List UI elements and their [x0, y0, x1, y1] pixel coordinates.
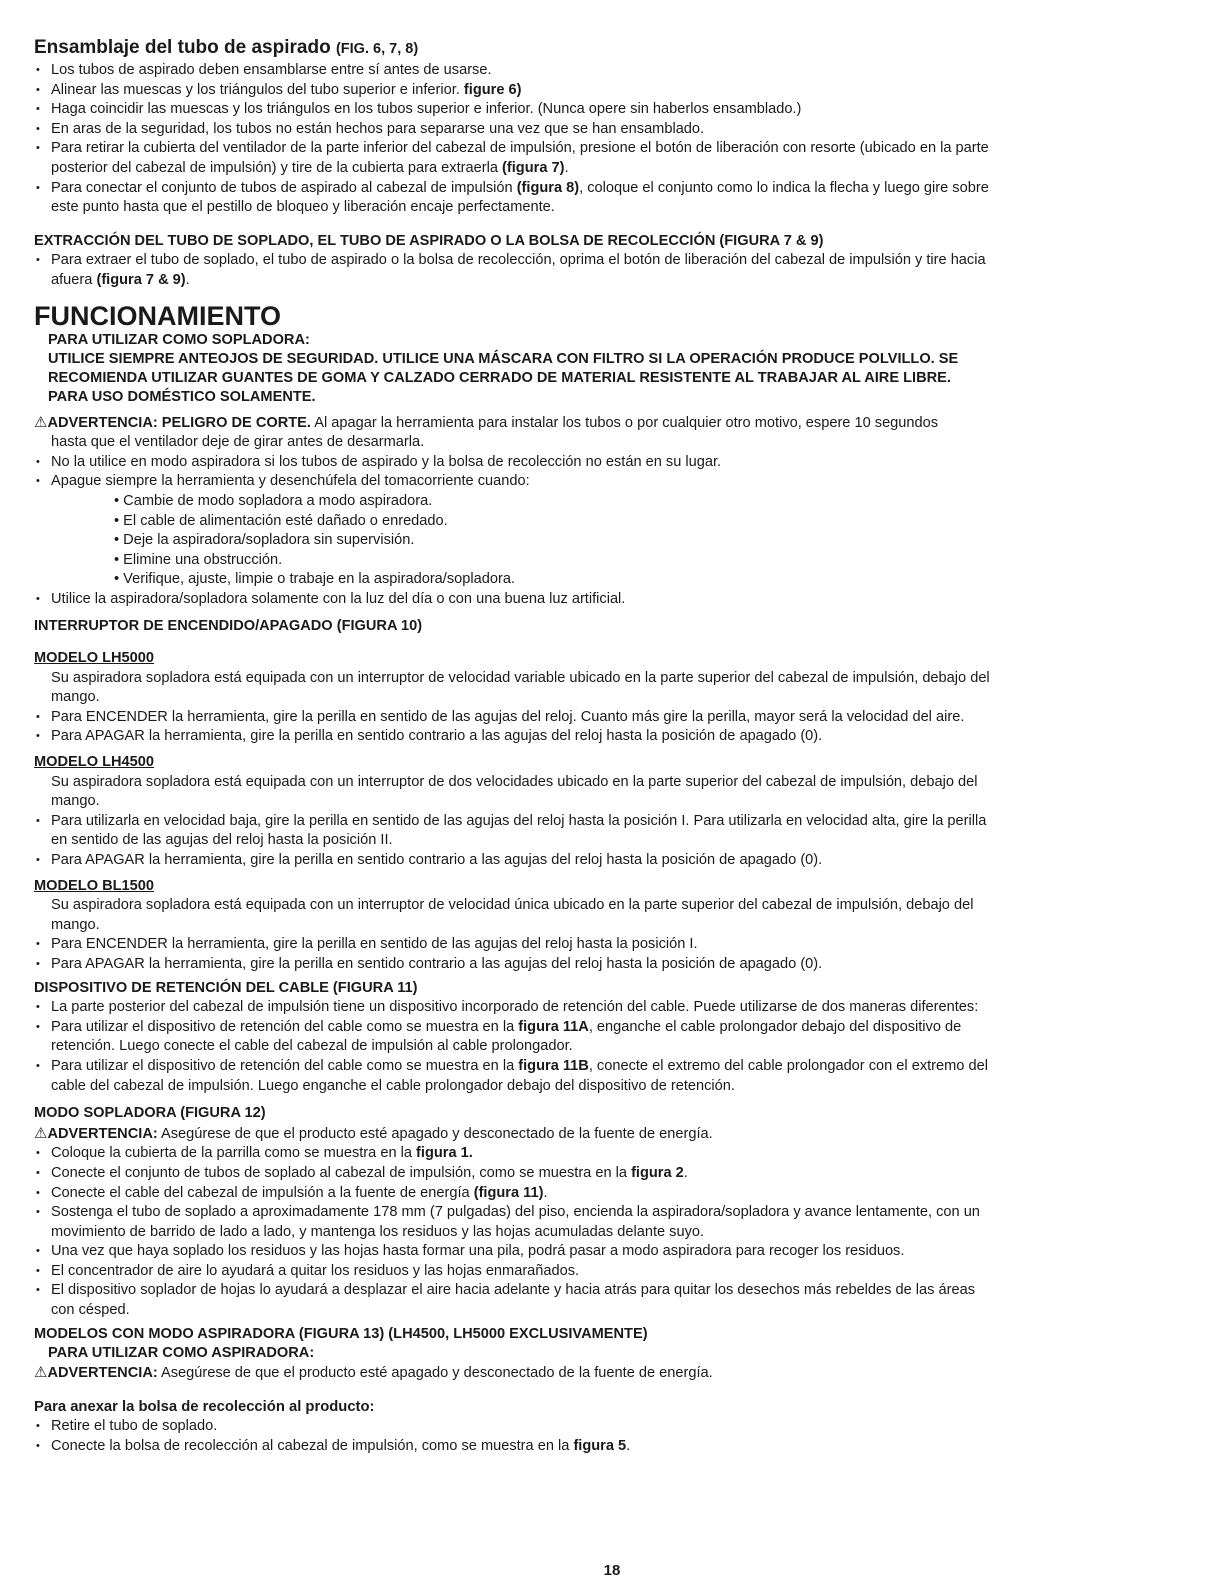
assembly-bullet-5-end: .	[564, 159, 569, 176]
operation-bullet-1: • No la utilice en modo aspiradora si los tubos de aspirado y la bolsa de recolección no están en su lugar.	[34, 453, 1184, 473]
vacuum-use-subheading: PARA UTILIZAR COMO ASPIRADORA:	[48, 1345, 315, 1362]
blower-bullet-4: • Sostenga el tubo de soplado a aproximadamente 178 mm (7 pulgadas) del piso, encienda la aspiradora/sopladora y avance lentamente, con un	[34, 1203, 1184, 1223]
cable-bullet-3	[34, 1057, 1184, 1077]
blower-bullet-7-cont: con césped.	[51, 1302, 130, 1319]
cable-bullet-3-ref: figura 11B	[518, 1057, 589, 1074]
cable-bullet-1: • La parte posterior del cabezal de impulsión tiene un dispositivo incorporado de retención del cable. Puede utilizarse de dos maneras diferentes:	[34, 998, 1184, 1018]
lh4500-bullet-2: • Para APAGAR la herramienta, gire la perilla en sentido contrario a las agujas del reloj hasta la posición de apagado (0).	[34, 851, 1184, 871]
assembly-bullet-5-cont	[34, 159, 1184, 179]
operation-bullet-2: • Apague siempre la herramienta y desenchúfela del tomacorriente cuando:	[34, 472, 1184, 492]
vacuum-bullet-2-end: .	[626, 1438, 631, 1455]
assembly-bullet-6-end: , coloque el conjunto como lo indica la flecha y luego gire sobre	[579, 179, 989, 196]
blower-bullet-2-ref: figura 2	[631, 1164, 684, 1181]
operation-sub-2: • El cable de alimentación esté dañado o enredado.	[114, 512, 448, 529]
blower-bullet-6: • El concentrador de aire lo ayudará a quitar los residuos y las hojas enmarañados.	[34, 1262, 1184, 1282]
vacuum-bullet-1: • Retire el tubo de soplado.	[34, 1417, 1184, 1437]
cable-bullet-2-cont: retención. Luego conecte el cable del cabezal de impulsión al cable prolongador.	[51, 1038, 573, 1055]
cut-warning-cont: hasta que el ventilador deje de girar antes de desarmarla.	[51, 434, 425, 451]
cut-warning-label: ADVERTENCIA: PELIGRO DE CORTE.	[47, 414, 311, 431]
cable-bullet-3-end: , conecte el extremo del cable prolongador con el extremo del	[588, 1057, 988, 1074]
extraction-bullet-cont	[34, 271, 1184, 291]
assembly-bullet-3: • Haga coincidir las muescas y los triángulos en los tubos superior e inferior. (Nunca opere sin haberlos ensamblado.)	[34, 100, 1184, 120]
cable-bullet-3-text: Para utilizar el dispositivo de retención del cable como se muestra en la	[51, 1057, 515, 1074]
blower-mode-heading: MODO SOPLADORA (FIGURA 12)	[34, 1105, 266, 1122]
attach-bag-heading: Para anexar la bolsa de recolección al producto:	[34, 1398, 375, 1415]
vacuum-bullet-2-ref: figura 5	[573, 1438, 627, 1455]
vacuum-bullet-2	[34, 1437, 1184, 1457]
lh5000-bullet-2: • Para APAGAR la herramienta, gire la perilla en sentido contrario a las agujas del reloj hasta la posición de apagado (0).	[34, 727, 1184, 747]
vacuum-mode-heading: MODELOS CON MODO ASPIRADORA (FIGURA 13) (LH4500, LH5000 EXCLUSIVAMENTE)	[34, 1325, 648, 1342]
cable-heading: DISPOSITIVO DE RETENCIÓN DEL CABLE (FIGURA 11)	[34, 979, 418, 996]
bl1500-bullet-2: • Para APAGAR la herramienta, gire la perilla en sentido contrario a las agujas del reloj hasta la posición de apagado (0).	[34, 955, 1184, 975]
cable-bullet-2	[34, 1018, 1184, 1038]
cable-bullet-2-end: , enganche el cable prolongador debajo del dispositivo de	[588, 1018, 962, 1035]
blower-bullet-1-text: Coloque la cubierta de la parrilla como se muestra en la	[51, 1145, 412, 1162]
assembly-heading	[34, 36, 1184, 61]
assembly-bullet-2	[34, 81, 1184, 101]
operation-sub-1: • Cambie de modo sopladora a modo aspiradora.	[114, 492, 433, 509]
cable-bullet-2-text: Para utilizar el dispositivo de retención del cable como se muestra en la	[51, 1018, 515, 1035]
operation-sub-5: • Verifique, ajuste, limpie o trabaje en la aspiradora/sopladora.	[114, 571, 515, 588]
assembly-bullet-5-text: posterior del cabezal de impulsión) y tire de la cubierta para extraerla	[51, 159, 498, 176]
assembly-bullet-5-ref: (figura 7)	[502, 159, 565, 176]
cable-bullet-3-cont: cable del cabezal de impulsión. Luego enganche el cable prolongador debajo del dispositivo de retención.	[51, 1077, 735, 1094]
lh4500-bullet-1-cont: en sentido de las agujas del reloj hasta la posición II.	[51, 832, 393, 849]
lh5000-desc: Su aspiradora sopladora está equipada con un interruptor de velocidad variable ubicado en la parte superior del cabezal de impulsión, debajo del	[51, 669, 990, 686]
assembly-bullet-2-text: Alinear las muescas y los triángulos del tubo superior e inferior.	[51, 81, 460, 98]
extraction-heading: EXTRACCIÓN DEL TUBO DE SOPLADO, EL TUBO DE ASPIRADO O LA BOLSA DE RECOLECCIÓN (FIGURA 7 & 9)	[34, 232, 824, 249]
blower-bullet-2	[34, 1164, 1184, 1184]
lh5000-desc-cont: mango.	[51, 689, 100, 706]
blower-bullet-5: • Una vez que haya soplado los residuos y las hojas hasta formar una pila, podrá pasar a modo aspiradora para recoger los residuos.	[34, 1242, 1184, 1262]
page-content	[34, 36, 1184, 1457]
model-lh4500-heading: MODELO LH4500	[34, 754, 155, 771]
extraction-text: afuera	[51, 271, 93, 288]
bl1500-bullet-1: • Para ENCENDER la herramienta, gire la perilla en sentido de las agujas del reloj hasta la posición I.	[34, 935, 1184, 955]
warning-triangle-icon: ⚠	[34, 1124, 48, 1142]
cut-warning	[34, 413, 1184, 434]
assembly-bullet-1: • Los tubos de aspirado deben ensamblarse entre sí antes de usarse.	[34, 61, 1184, 81]
blower-warning	[34, 1124, 1184, 1145]
blower-bullet-4-cont: movimiento de barrido de lado a lado, y mantenga los residuos y las hojas acumuladas delante suyo.	[51, 1223, 705, 1240]
blower-bullet-3-end: .	[543, 1184, 548, 1201]
model-lh5000-heading: MODELO LH5000	[34, 650, 155, 667]
switch-heading: INTERRUPTOR DE ENCENDIDO/APAGADO (FIGURA 10)	[34, 618, 423, 635]
extraction-ref: (figura 7 & 9)	[96, 271, 186, 288]
safety-line-2: RECOMIENDA UTILIZAR GUANTES DE GOMA Y CALZADO CERRADO DE MATERIAL RESISTENTE AL TRABAJAR AL AIRE LIBRE.	[48, 369, 951, 386]
safety-line-3: PARA USO DOMÉSTICO SOLAMENTE.	[48, 388, 316, 405]
vacuum-warning-text: Asegúrese de que el producto esté apagado y desconectado de la fuente de energía.	[157, 1365, 713, 1382]
extraction-bullet: • Para extraer el tubo de soplado, el tubo de aspirado o la bolsa de recolección, oprima el botón de liberación del cabezal de impulsión y tire hacia	[34, 251, 1184, 271]
assembly-title: Ensamblaje del tubo de aspirado	[34, 37, 331, 58]
assembly-bullet-4: • En aras de la seguridad, los tubos no están hechos para separarse una vez que se han ensamblado.	[34, 120, 1184, 140]
vacuum-warning-label: ADVERTENCIA:	[47, 1365, 158, 1382]
assembly-bullet-5: • Para retirar la cubierta del ventilador de la parte inferior del cabezal de impulsión, presione el botón de liberación con resorte (ubicado en la parte	[34, 139, 1184, 159]
operation-sub-4: • Elimine una obstrucción.	[114, 551, 283, 568]
blower-warning-text: Asegúrese de que el producto esté apagado y desconectado de la fuente de energía.	[157, 1125, 713, 1142]
warning-triangle-icon: ⚠	[34, 413, 48, 431]
model-bl1500-heading: MODELO BL1500	[34, 877, 155, 894]
assembly-fig-ref: (FIG. 6, 7, 8)	[335, 41, 419, 57]
bl1500-desc-cont: mango.	[51, 916, 100, 933]
blower-bullet-1-ref: figura 1.	[416, 1145, 473, 1162]
assembly-bullet-6-text: Para conectar el conjunto de tubos de aspirado al cabezal de impulsión	[51, 179, 513, 196]
lh5000-bullet-1: • Para ENCENDER la herramienta, gire la perilla en sentido de las agujas del reloj. Cuanto más gire la perilla, mayor será la velocidad del aire.	[34, 708, 1184, 728]
blower-bullet-3	[34, 1184, 1184, 1204]
operation-sub-3: • Deje la aspiradora/sopladora sin supervisión.	[114, 532, 415, 549]
cable-bullet-2-ref: figura 11A	[518, 1018, 589, 1035]
operation-bullet-3: • Utilice la aspiradora/sopladora solamente con la luz del día o con una buena luz artificial.	[34, 590, 1184, 610]
warning-triangle-icon: ⚠	[34, 1364, 48, 1382]
lh4500-desc: Su aspiradora sopladora está equipada con un interruptor de dos velocidades ubicado en la parte superior del cabezal de impulsión, debajo del	[51, 773, 978, 790]
lh4500-desc-cont: mango.	[51, 793, 100, 810]
assembly-bullet-6-cont: este punto hasta que el pestillo de bloqueo y liberación encaje perfectamente.	[51, 199, 555, 216]
blower-warning-label: ADVERTENCIA:	[47, 1125, 158, 1142]
cut-warning-text: Al apagar la herramienta para instalar los tubos o por cualquier otro motivo, espere 10 segundos	[310, 414, 939, 431]
blower-bullet-3-text: Conecte el cable del cabezal de impulsión a la fuente de energía	[51, 1184, 470, 1201]
extraction-end: .	[185, 271, 190, 288]
assembly-bullet-6	[34, 179, 1184, 199]
blower-use-subheading: PARA UTILIZAR COMO SOPLADORA:	[48, 331, 310, 348]
blower-bullet-7: • El dispositivo soplador de hojas lo ayudará a desplazar el aire hacia adelante y hacia atrás para quitar los desechos más rebeldes de las áreas	[34, 1281, 1184, 1301]
bl1500-desc: Su aspiradora sopladora está equipada con un interruptor de velocidad única ubicado en la parte superior del cabezal de impulsión, debajo del	[51, 897, 974, 914]
blower-bullet-3-ref: (figura 11)	[473, 1184, 544, 1201]
assembly-bullet-6-ref: (figura 8)	[516, 179, 580, 196]
blower-bullet-1	[34, 1144, 1184, 1164]
safety-line-1: UTILICE SIEMPRE ANTEOJOS DE SEGURIDAD. UTILICE UNA MÁSCARA CON FILTRO SI LA OPERACIÓN PRODUCE POLVILLO. SE	[48, 350, 959, 367]
vacuum-bullet-2-text: Conecte la bolsa de recolección al cabezal de impulsión, como se muestra en la	[51, 1438, 570, 1455]
lh4500-bullet-1: • Para utilizarla en velocidad baja, gire la perilla en sentido de las agujas del reloj hasta la posición I. Para utilizarla en velocidad alta, gire la perilla	[34, 812, 1184, 832]
blower-bullet-2-end: .	[683, 1164, 688, 1181]
page-number: 18	[603, 1562, 621, 1579]
vacuum-warning	[34, 1363, 1184, 1384]
operation-heading: FUNCIONAMIENTO	[34, 300, 281, 331]
assembly-bullet-2-ref: figure 6)	[463, 81, 522, 98]
blower-bullet-2-text: Conecte el conjunto de tubos de soplado al cabezal de impulsión, como se muestra en la	[51, 1164, 627, 1181]
